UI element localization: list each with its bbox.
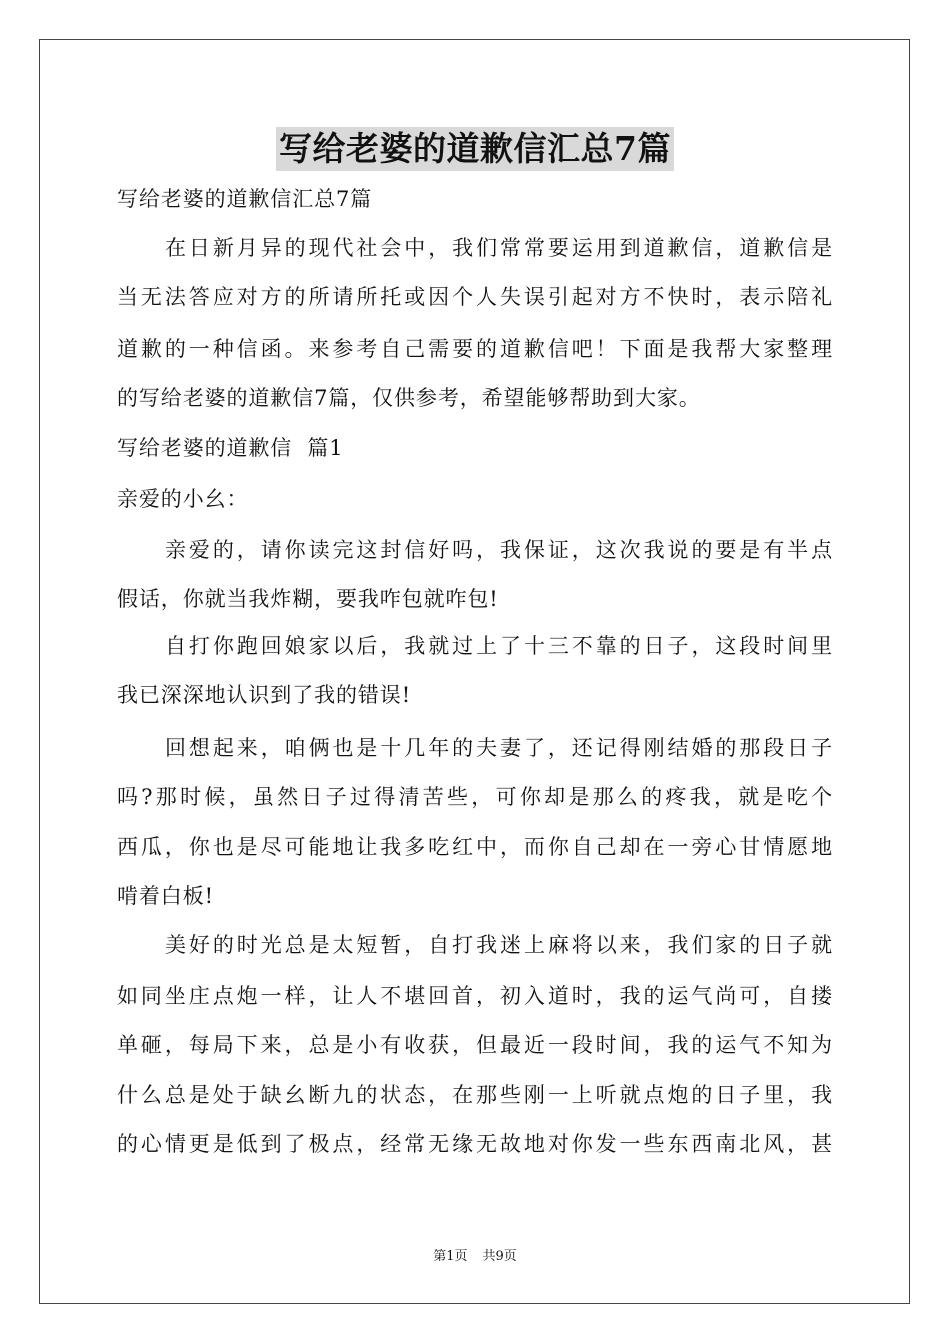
paragraph-line: 假话，你就当我炸糊，要我咋包就咋包! xyxy=(117,587,499,611)
subtitle: 写给老婆的道歉信汇总7篇 xyxy=(117,187,373,211)
paragraph-line: 啃着白板! xyxy=(117,884,214,908)
page-number: 第1页 xyxy=(433,1249,468,1264)
salutation: 亲爱的小幺： xyxy=(117,487,249,511)
paragraph-line: 美好的时光总是太短暂，自打我迷上麻将以来，我们家的日子就 xyxy=(165,933,833,957)
paragraph-line: 单砸，每局下来，总是小有收获，但最近一段时间，我的运气不知为 xyxy=(117,1033,833,1057)
paragraph-line: 西瓜，你也是尽可能地让我多吃红中，而你自己却在一旁心甘情愿地 xyxy=(117,835,833,859)
paragraph-line: 亲爱的，请你读完这封信好吗，我保证，这次我说的要是有半点 xyxy=(165,538,833,562)
page-total: 共9页 xyxy=(482,1249,517,1264)
page-footer xyxy=(0,1248,950,1266)
intro-line: 当无法答应对方的所请所托或因个人失误引起对方不快时，表示陪礼 xyxy=(117,285,833,309)
paragraph-line: 自打你跑回娘家以后，我就过上了十三不靠的日子，这段时间里 xyxy=(165,634,833,658)
paragraph-line: 回想起来，咱俩也是十几年的夫妻了，还记得刚结婚的那段日子 xyxy=(165,736,833,760)
page-border xyxy=(39,39,910,1304)
section-heading: 写给老婆的道歉信 篇1 xyxy=(117,436,344,460)
paragraph-line: 吗?那时候，虽然日子过得清苦些，可你却是那么的疼我，就是吃个 xyxy=(117,785,833,809)
paragraph-line: 什么总是处于缺幺断九的状态，在那些刚一上听就点炮的日子里，我 xyxy=(117,1083,833,1107)
paragraph-line: 的心情更是低到了极点，经常无缘无故地对你发一些东西南北风，甚 xyxy=(117,1132,833,1156)
intro-line: 在日新月异的现代社会中，我们常常要运用到道歉信，道歉信是 xyxy=(165,236,833,260)
intro-line: 的写给老婆的道歉信7篇，仅供参考，希望能够帮助到大家。 xyxy=(117,386,701,410)
paragraph-line: 我已深深地认识到了我的错误! xyxy=(117,683,412,707)
intro-line: 道歉的一种信函。来参考自己需要的道歉信吧！下面是我帮大家整理 xyxy=(117,337,833,361)
document-title xyxy=(0,127,950,171)
paragraph-line: 如同坐庄点炮一样，让人不堪回首，初入道时，我的运气尚可，自搂 xyxy=(117,984,833,1008)
document-title-text: 写给老婆的道歉信汇总7篇 xyxy=(276,127,674,171)
